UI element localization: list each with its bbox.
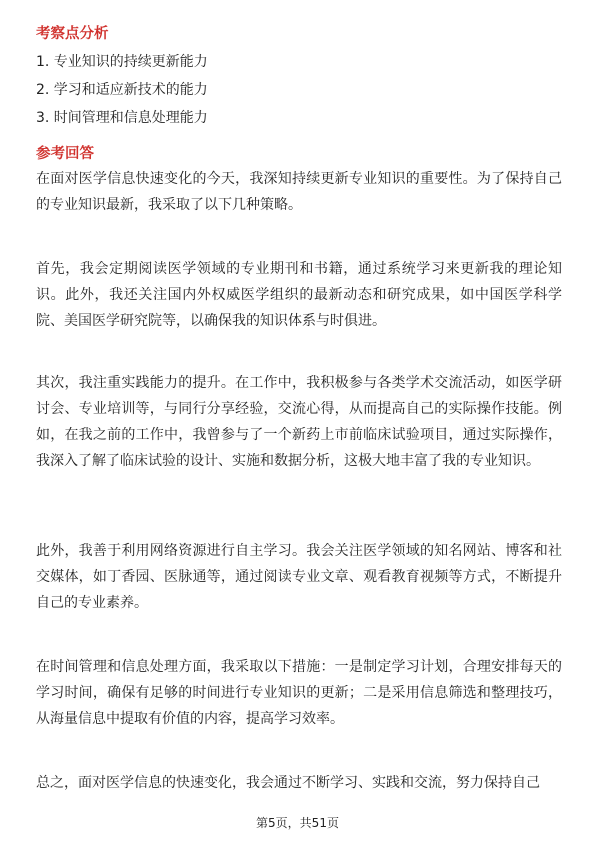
answer-paragraph-third: 此外，我善于利用网络资源进行自主学习。我会关注医学领域的知名网站、博客和社交媒体，如丁香园、医脉通等，通过阅读专业文章、观看教育视频等方式，不断提升自己的专业素养。 [36,543,562,611]
analysis-point-2: 2. 学习和适应新技术的能力 [36,82,208,98]
analysis-heading: 考察点分析 [36,26,109,42]
analysis-point-3: 3. 时间管理和信息处理能力 [36,110,208,126]
answer-paragraph-intro: 在面对医学信息快速变化的今天，我深知持续更新专业知识的重要性。为了保持自己的专业知识最新，我采取了以下几种策略。 [36,171,562,213]
answer-paragraph-first: 首先，我会定期阅读医学领域的专业期刊和书籍，通过系统学习来更新我的理论知识。此外，我还关注国内外权威医学组织的最新动态和研究成果，如中国医学科学院、美国医学研究院等，以确保我的知识体系与时俱进。 [36,261,562,329]
analysis-point-1: 1. 专业知识的持续更新能力 [36,54,208,70]
answer-heading: 参考回答 [36,146,94,162]
page-number: 第5页，共51页 [256,816,339,830]
answer-paragraph-second: 其次，我注重实践能力的提升。在工作中，我积极参与各类学术交流活动，如医学研讨会、专业培训等，与同行分享经验，交流心得，从而提高自己的实际操作技能。例如，在我之前的工作中，我曾参与了一个新药上市前临床试验项目，通过实际操作，我深入了解了临床试验的设计、实施和数据分析，这极大地丰富了我的专业知识。 [36,375,562,469]
answer-paragraph-conclusion: 总之，面对医学信息的快速变化，我会通过不断学习、实践和交流，努力保持自己 [36,775,540,791]
answer-paragraph-fourth: 在时间管理和信息处理方面，我采取以下措施：一是制定学习计划，合理安排每天的学习时间，确保有足够的时间进行专业知识的更新；二是采用信息筛选和整理技巧，从海量信息中提取有价值的内容，提高学习效率。 [36,659,562,727]
